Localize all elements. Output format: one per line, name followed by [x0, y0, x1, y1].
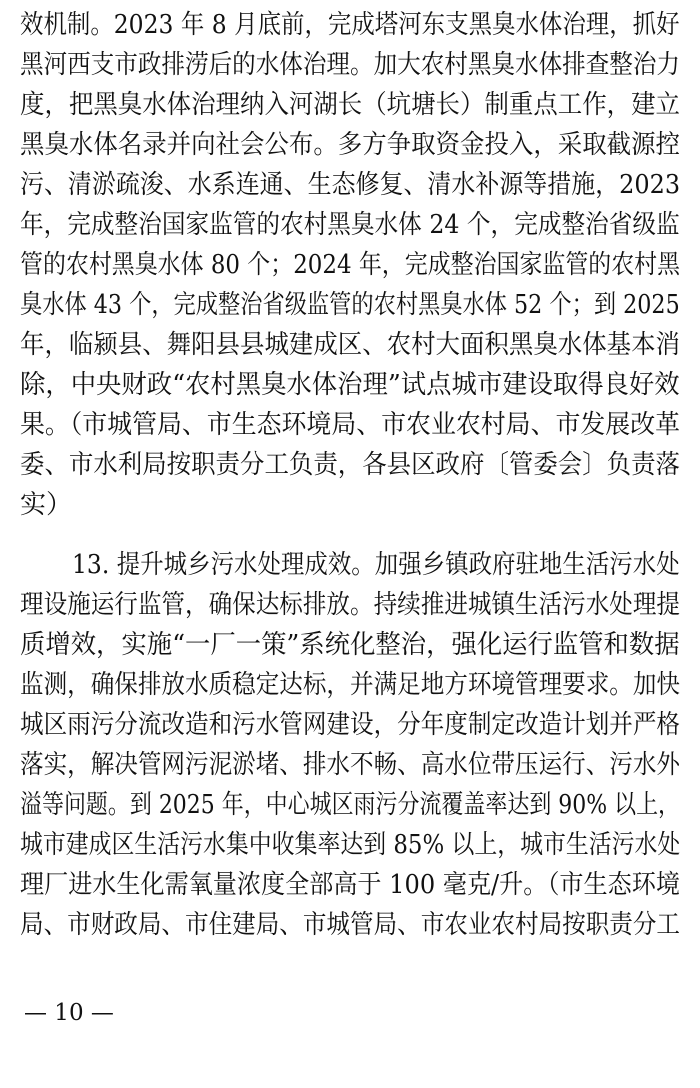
- text-line: 委、市水利局按职责分工负责，各县区政府〔管委会〕负责落: [20, 450, 681, 480]
- page-number: — 10 —: [24, 1000, 114, 1026]
- text-line: 度，把黑臭水体治理纳入河湖长（坑塘长）制重点工作，建立: [20, 90, 681, 120]
- text-line: 城区雨污分流改造和污水管网建设，分年度制定改造计划并严格: [20, 710, 681, 740]
- text-line: 局、市财政局、市住建局、市城管局、市农业农村局按职责分工: [20, 910, 681, 940]
- text-line: 实）: [20, 490, 73, 520]
- text-line: 污、清淤疏浚、水系连通、生态修复、清水补源等措施，2023: [20, 170, 681, 200]
- text-line: 理设施运行监管，确保达标排放。持续推进城镇生活污水处理提: [20, 590, 681, 620]
- text-line: 臭水体 43 个，完成整治省级监管的农村黑臭水体 52 个；到 2025: [20, 290, 680, 320]
- text-line: 效机制。2023 年 8 月底前，完成塔河东支黑臭水体治理，抓好: [20, 10, 680, 40]
- text-line: 黑河西支市政排涝后的水体治理。加大农村黑臭水体排查整治力: [20, 50, 681, 80]
- text-line: 质增效，实施“一厂一策”系统化整治，强化运行监管和数据: [20, 630, 680, 660]
- text-line-indented: 13. 提升城乡污水处理成效。加强乡镇政府驻地生活污水处: [72, 550, 680, 580]
- text-line: 管的农村黑臭水体 80 个；2024 年，完成整治国家监管的农村黑: [20, 250, 681, 280]
- text-line: 果。（市城管局、市生态环境局、市农业农村局、市发展改革: [20, 410, 681, 440]
- text-line: 城市建成区生活污水集中收集率达到 85% 以上，城市生活污水处: [20, 830, 681, 860]
- text-line: 溢等问题。到 2025 年，中心城区雨污分流覆盖率达到 90% 以上，: [20, 790, 681, 820]
- text-line: 年，完成整治国家监管的农村黑臭水体 24 个，完成整治省级监: [20, 210, 680, 240]
- text-line: 年，临颍县、舞阳县县城建成区、农村大面积黑臭水体基本消: [20, 330, 681, 360]
- text-line: 监测，确保排放水质稳定达标，并满足地方环境管理要求。加快: [20, 670, 681, 700]
- text-line: 黑臭水体名录并向社会公布。多方争取资金投入，采取截源控: [20, 130, 681, 160]
- text-line: 理厂进水生化需氧量浓度全部高于 100 毫克/升。（市生态环境: [20, 870, 680, 900]
- text-line: 落实，解决管网污泥淤堵、排水不畅、高水位带压运行、污水外: [20, 750, 681, 780]
- text-line: 除，中央财政“农村黑臭水体治理”试点城市建设取得良好效: [20, 370, 680, 400]
